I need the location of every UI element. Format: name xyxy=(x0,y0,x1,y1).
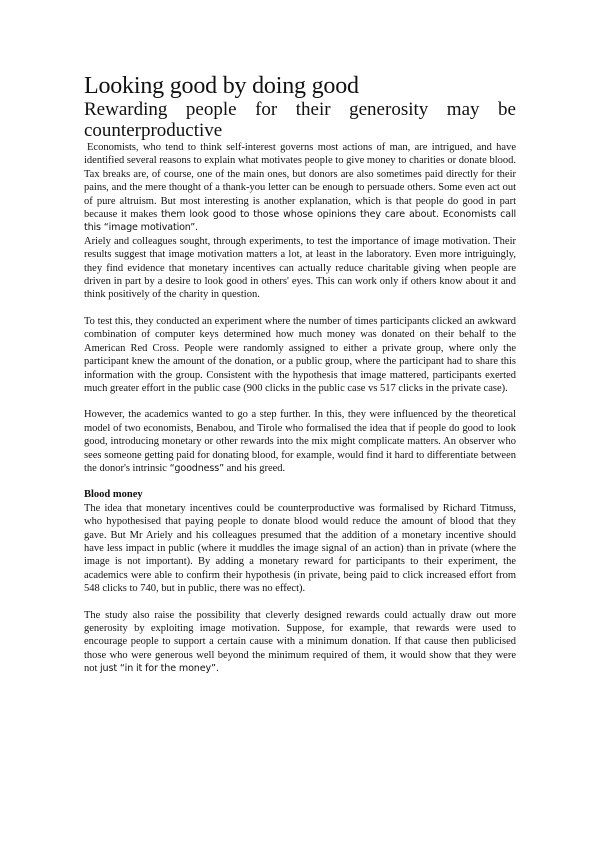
paragraph-6-highlight: just “in it for the money”. xyxy=(100,663,219,675)
spacer xyxy=(84,475,516,488)
paragraph-6 xyxy=(84,609,516,676)
paragraph-1 xyxy=(84,141,516,235)
paragraph-1-highlight: them look good to those whose opinions they care about. Economists call this “image motivation”. xyxy=(84,209,517,234)
paragraph-5: The idea that monetary incentives could be counterproductive was formalised by Richard Titmuss, who hypothesised that paying people to donate blood would reduce the amount of blood that they gave. But Mr Ariely and his colleagues presumed that the addition of a monetary incentive should have less impact in public (where it muddles the image signal of an action) than in private (where the image is not important). By adding a monetary reward for participants to their experiment, the academics were able to confirm their hypothesis (in private, being paid to click increased effort from 548 clicks to 740, but in public, there was no effect). xyxy=(84,502,516,595)
subtitle-line-1: Rewarding people for their generosity may be xyxy=(84,99,516,120)
spacer xyxy=(84,596,516,609)
article-subtitle xyxy=(84,99,516,141)
paragraph-3: To test this, they conducted an experiment where the number of times participants clicked an awkward combination of computer keys determined how much money was donated on their behalf to the American Red Cross. People were randomly assigned to either a private group, where only the participant knew the amount of the donation, or a public group, where the participant had to share this information with the group. Consistent with the hypothesis that image mattered, participants exerted much greater effort in the public case (900 clicks in the public case vs 517 clicks in the private case). xyxy=(84,315,516,394)
section-heading: Blood money xyxy=(84,489,143,501)
paragraph-1-text: Economists, who tend to think self-interest governs most actions of man, are intrigued, and have identified several reasons to explain what motivates people to give money to charities or donate blood. Tax breaks are, of course, one of the main ones, but donors are also sometimes paid directly for their pains, and the mere thought of a thank-you letter can be enough to persuade others. Some even act out of pure altruism. But most interesting is another explanation, which is that people do good in part because it makes xyxy=(84,142,516,221)
paragraph-4-tail: and his greed. xyxy=(223,462,286,474)
paragraph-2: Ariely and colleagues sought, through experiments, to test the importance of image motivation. Their results suggest that image motivation matters a lot, at least in the laboratory. Even more intriguingly, they find evidence that monetary incentives can actually reduce charitable giving when people are driven in part by a desire to look good in others' eyes. This can work only if others know about it and think positively of the charity in question. xyxy=(84,235,516,301)
paragraph-4 xyxy=(84,408,516,475)
paragraph-4-highlight: “goodness” xyxy=(169,462,224,474)
paragraph-6-text: The study also raise the possibility that cleverly designed rewards could actually draw out more generosity by exploiting image motivation. Suppose, for example, that rewards were used to encourage people to support a certain cause with a minimum donation. If that cause then publicised those who were generous well beyond the minimum required of them, it would show that they were not xyxy=(84,609,516,675)
spacer xyxy=(84,302,516,315)
paragraph-4-text: However, the academics wanted to go a step further. In this, they were influenced by the theoretical model of two economists, Benabou, and Tirole who formalised the idea that if people do good to look good, introducing monetary or other rewards into the mix might complicate matters. An observer who sees someone getting paid for donating blood, for example, would find it hard to differentiate between the donor's intrinsic xyxy=(84,409,516,474)
spacer xyxy=(84,395,516,408)
article-title: Looking good by doing good xyxy=(84,73,359,99)
article-body xyxy=(84,73,516,676)
subtitle-line-2: counterproductive xyxy=(84,120,223,141)
